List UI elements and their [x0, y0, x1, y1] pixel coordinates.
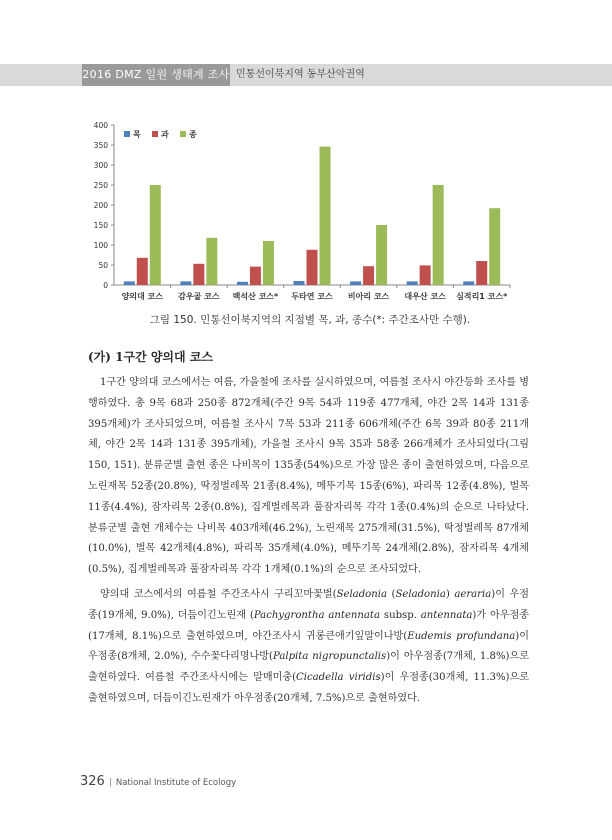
species-name: Seladonia	[395, 588, 446, 600]
y-tick-label: 350	[93, 141, 108, 150]
x-tick-label: 양의대 코스	[121, 292, 164, 301]
x-tick-label: 비아리 코스	[347, 292, 390, 301]
bar-order	[237, 282, 248, 285]
header-subtitle: 민통선이북지역 동부산악권역	[236, 69, 365, 80]
paragraph-1: 1구간 양의대 코스에서는 여름, 가을철에 조사를 실시하였으며, 여름철 조사시 야간등화 조사를 병행하였다. 총 9목 68과 250종 872개체(주간 9목 54과 119종 477개체, 야간 2목 14과 131종 395개체)가 조사되었으며, 여름철 조사시 7목 53과 211종 606개체(주간 6목 39과 80종 211개체, 야간 2목 14과 131종 395개체), 가을철 조사시 9목 35과 58종 266개체가 조사되었다(그림 150, 151). 분류군별 출현 종은 나비목이 135종(54%)으로 가장 많은 종이 출현하였으며, 다음으로 노린재목 52종(20.8%), 딱정벌레목 21종(8.4%), 메뚜기목 15종(6%), 파리목 12종(4.8%), 벌목 11종(4.4%), 잠자리목 2종(0.8%), 집게벌레목과 풀잠자리목 각각 1종(0.4%)의 순으로 나타났다. 분류군별 출현 개체수는 나비목 403개체(46.2%), 노린재목 275개체(31.5%), 딱정벌레목 87개체(10.0%), 벌목 42개체(4.8%), 파리목 35개체(4.0%), 메뚜기목 24개체(2.8%), 잠자리목 4개체(0.5%), 집게벌레목과 풀잠자리목 각각 1개체(0.1%)의 순으로 조사되었다.	[88, 377, 529, 576]
species-name: Pachygrontha antennata	[253, 609, 381, 621]
x-tick-label: 두타연 코스	[291, 292, 333, 301]
x-tick-label: 감우골 코스	[178, 292, 220, 301]
bar-family	[307, 250, 318, 285]
bar-species	[206, 238, 217, 285]
legend-swatch	[124, 131, 130, 137]
bar-species	[320, 147, 331, 285]
species-name: aeraria	[454, 588, 492, 600]
species-name: Seladonia	[336, 588, 387, 600]
page-footer	[80, 770, 236, 789]
bar-order	[124, 281, 135, 285]
legend-label: 과	[161, 130, 169, 139]
y-tick-label: 0	[103, 281, 108, 290]
figure-caption: 그림 150. 민통선이북지역의 지점별 목, 과, 종수(*: 주간조사만 수행).	[149, 314, 471, 326]
y-tick-label: 400	[93, 121, 108, 130]
bar-chart-svg	[80, 115, 520, 315]
legend-label: 종	[189, 130, 197, 139]
bar-order	[407, 281, 418, 285]
bar-family	[193, 264, 204, 285]
bar-species	[263, 241, 274, 285]
bar-order	[294, 281, 305, 285]
legend-swatch	[180, 131, 186, 137]
species-name: antennata	[420, 609, 473, 621]
bar-family	[420, 265, 431, 285]
legend-label: 목	[133, 130, 141, 139]
header-title: 2016 DMZ 일원 생태계 조사	[82, 64, 230, 86]
y-tick-label: 50	[98, 261, 108, 270]
text-run: )이 아우점종(7개체, 1.8%)으로 출현하였다. 여름철 주간조사시에는 말매미충(	[88, 651, 529, 684]
text-run: 양의대 코스에서의 여름철 주간조사시 구리꼬마꽃벌(	[100, 588, 337, 600]
x-tick-label: 백석산 코스*	[232, 292, 279, 301]
text-run: )가 아우점종(17개체, 8.1%)으로 출현하였으며, 야간조사시 귀롱큰애기잎말이나방(	[88, 609, 529, 642]
text-run: )이 우점종(8개체, 2.0%), 수수꽃다리명나방(	[88, 630, 529, 663]
bar-family	[476, 261, 487, 285]
y-tick-label: 150	[93, 221, 108, 230]
y-tick-label: 250	[93, 181, 108, 190]
footer-separator: |	[108, 778, 112, 788]
y-tick-label: 100	[93, 241, 108, 250]
bar-species	[376, 225, 387, 285]
page-number: 326	[80, 774, 105, 789]
legend-swatch	[152, 131, 158, 137]
x-tick-label: 대우산 코스	[404, 292, 446, 301]
body-text	[88, 373, 529, 710]
bar-species	[150, 185, 161, 285]
bar-chart	[80, 115, 520, 315]
paragraph-2	[88, 585, 529, 710]
y-tick-label: 300	[93, 161, 108, 170]
text-run: )	[445, 588, 455, 600]
bar-order	[180, 281, 191, 285]
bar-family	[250, 267, 261, 285]
species-name: Eudemis profundana	[407, 630, 516, 642]
bar-order	[350, 281, 361, 285]
x-tick-label: 심적리1 코스*	[456, 292, 508, 301]
section-heading: (가) 1구간 양의대 코스	[88, 350, 213, 364]
species-name: Palpita nigropunctalis	[272, 651, 387, 663]
text-run: (	[386, 588, 396, 600]
species-name: Cicadella viridis	[296, 672, 381, 684]
text-run: subsp.	[380, 609, 421, 621]
bar-species	[433, 185, 444, 285]
y-tick-label: 200	[93, 201, 108, 210]
text-run: )이 우점종(19개체, 9.0%), 더듬이긴노린재 (	[88, 588, 529, 621]
bar-family	[363, 266, 374, 285]
bar-family	[137, 258, 148, 285]
bar-order	[463, 281, 474, 285]
institute-name: National Institute of Ecology	[115, 778, 237, 788]
text-run: )이 우점종(30개체, 11.3%)으로 출현하였으며, 더듬이긴노린재가 아우점종(20개체, 7.5%)으로 출현하였다.	[88, 672, 529, 704]
bar-species	[489, 208, 500, 285]
